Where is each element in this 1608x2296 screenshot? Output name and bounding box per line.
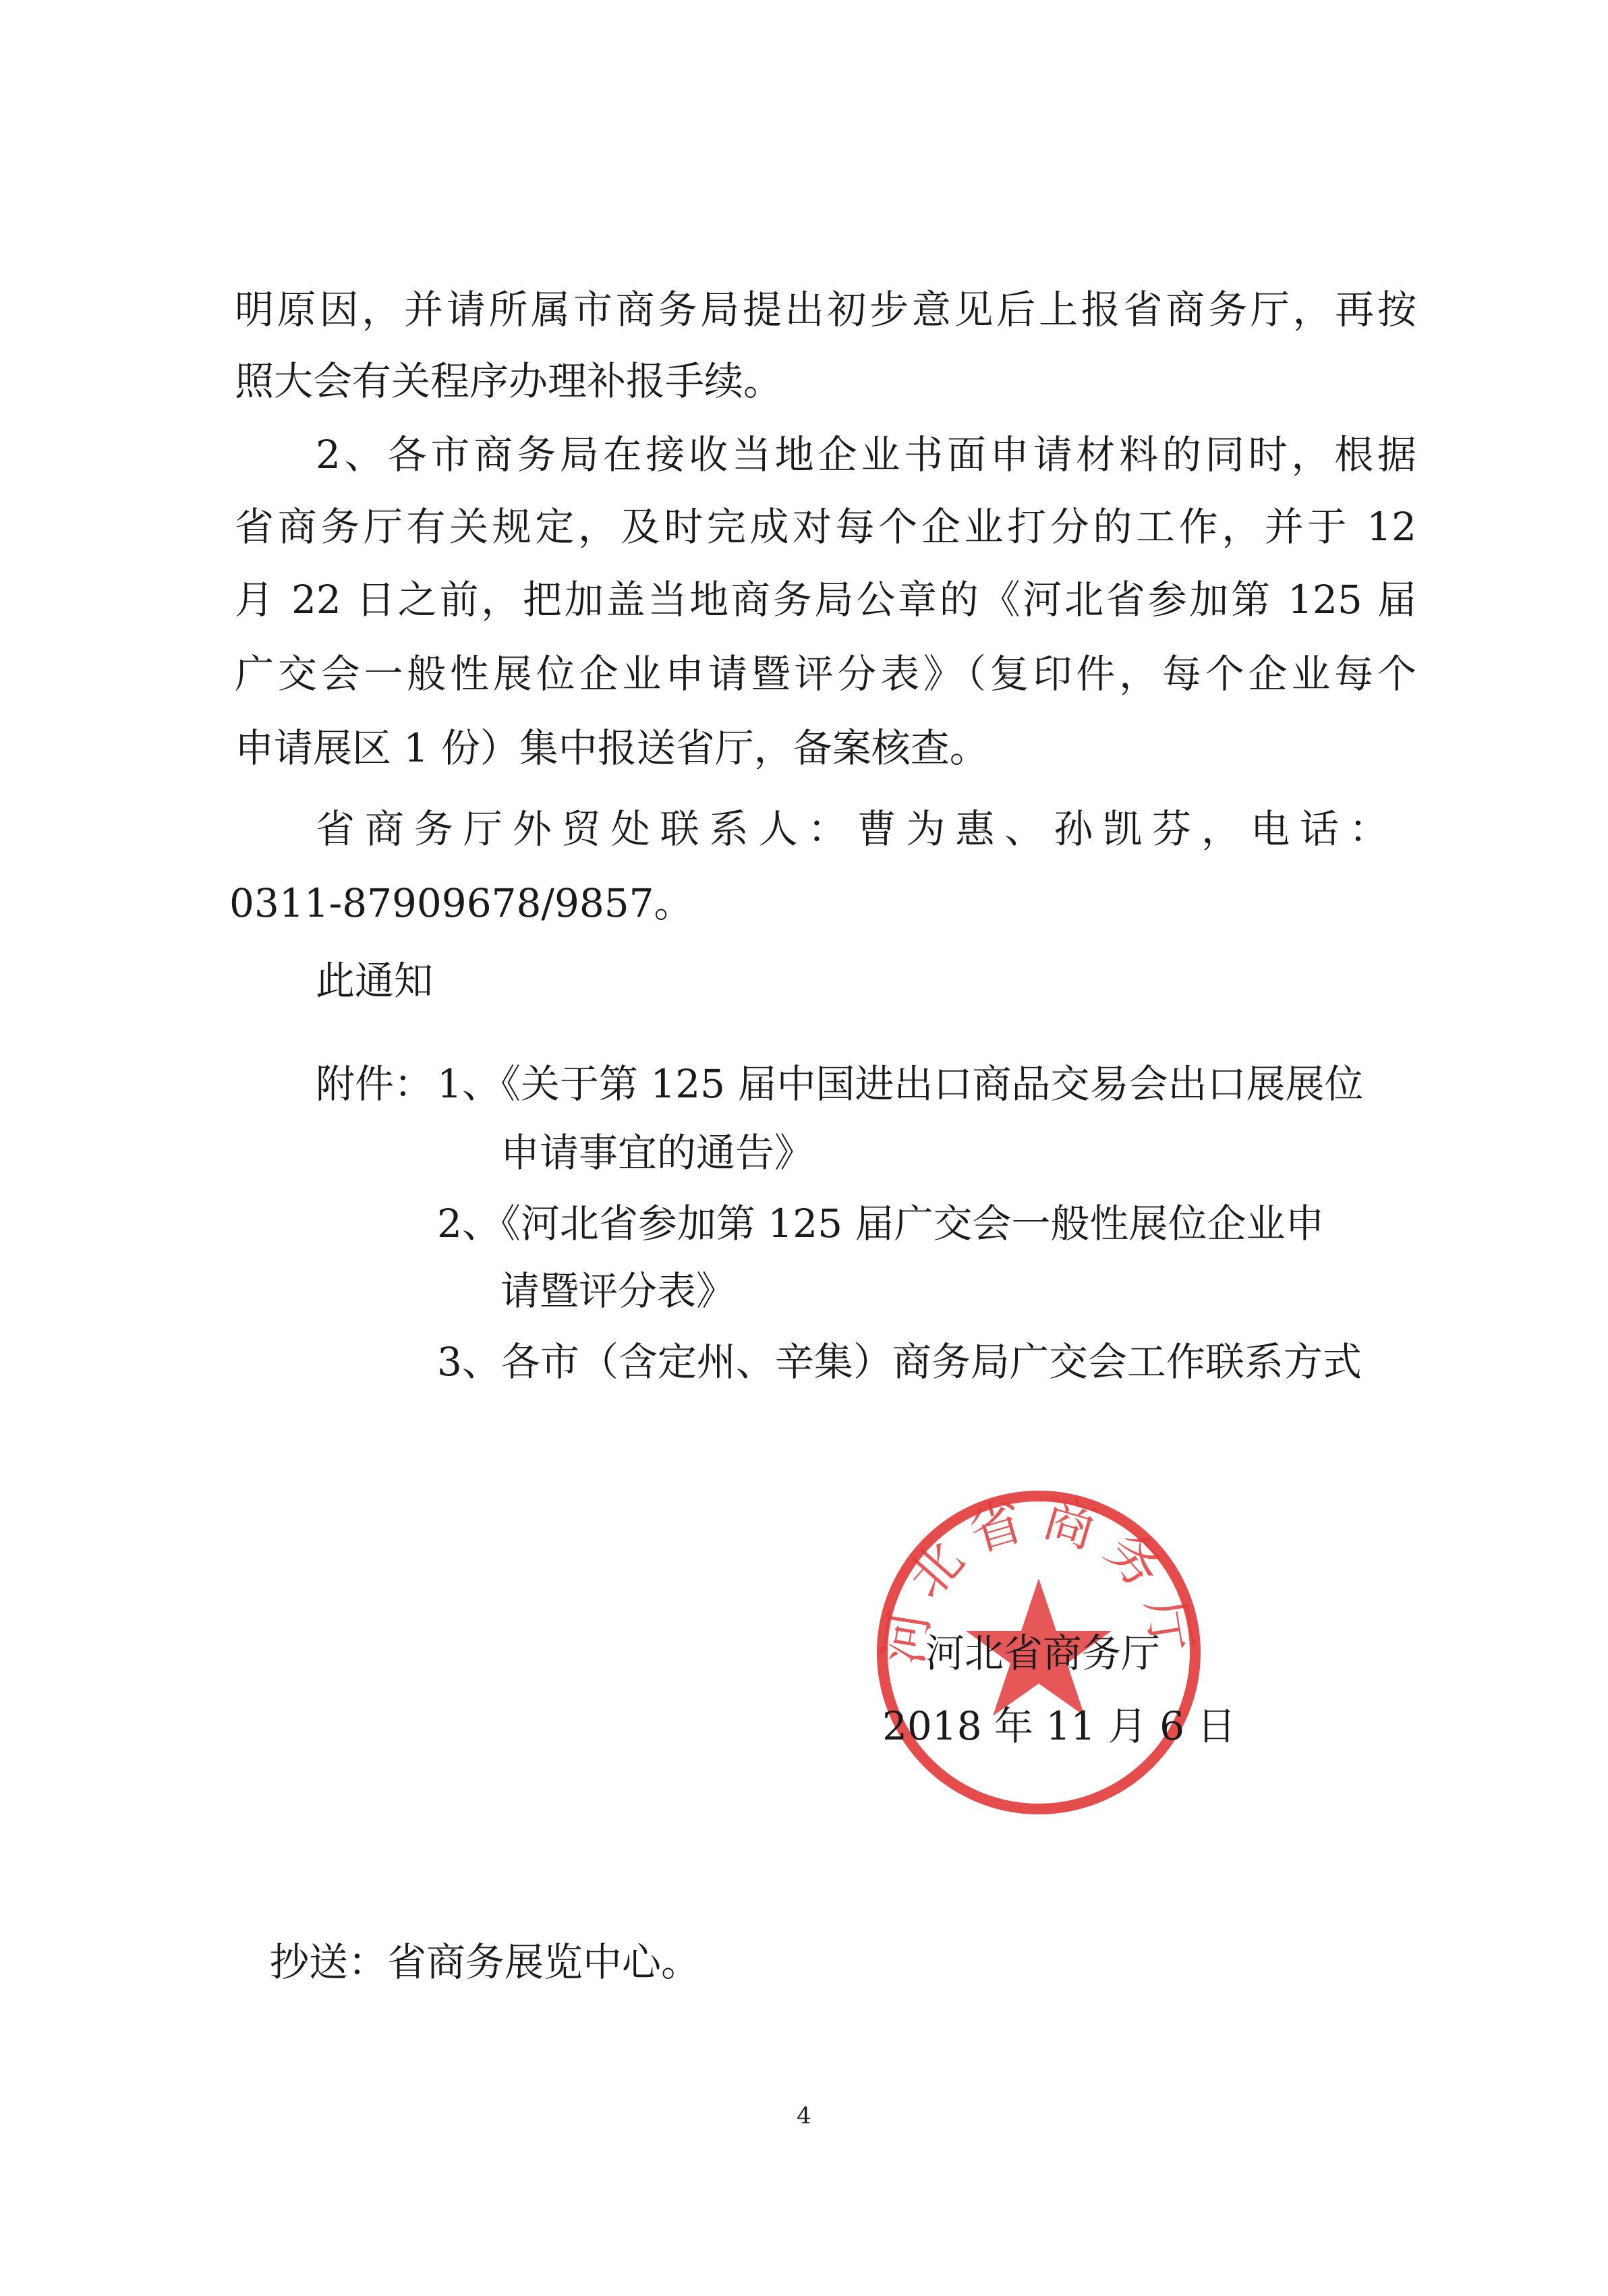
attachment-2-line-1: 2、《河北省参加第 125 届广交会一般性展位企业申 bbox=[437, 1201, 1325, 1246]
attachment-1-line-1: 1、《关于第 125 届中国进出口商品交易会出口展展位 bbox=[437, 1061, 1364, 1107]
body-line-4: 省商务厅有关规定，及时完成对每个企业打分的工作，并于 12 bbox=[235, 504, 1416, 550]
cc-line: 抄送：省商务展览中心。 bbox=[270, 1939, 701, 1985]
attachment-2-line-2: 请暨评分表》 bbox=[500, 1268, 736, 1314]
page-number: 4 bbox=[797, 2102, 811, 2129]
notice-closing: 此通知 bbox=[316, 958, 434, 1004]
body-line-7: 申请展区 1 份）集中报送省厅，备案核查。 bbox=[235, 725, 989, 771]
contact-phone: 0311-87909678/9857。 bbox=[229, 880, 693, 926]
seal-text: 河北省商务厅 bbox=[873, 1487, 1205, 1669]
issuer-name: 河北省商务厅 bbox=[925, 1630, 1161, 1676]
attachment-3-line-1: 3、各市（含定州、辛集）商务局广交会工作联系方式 bbox=[437, 1339, 1362, 1385]
attachments-label: 附件： bbox=[316, 1061, 434, 1107]
body-line-6: 广交会一般性展位企业申请暨评分表》（复印件，每个企业每个 bbox=[235, 651, 1416, 697]
body-line-1: 明原因，并请所属市商务局提出初步意见后上报省商务厅，再按 bbox=[235, 287, 1416, 333]
body-line-2: 照大会有关程序办理补报手续。 bbox=[235, 358, 783, 404]
issue-date: 2018 年 11 月 6 日 bbox=[882, 1703, 1236, 1749]
contact-line: 省商务厅外贸处联系人：曹为惠、孙凯芬，电话： bbox=[316, 806, 1388, 852]
body-line-5: 月 22 日之前，把加盖当地商务局公章的《河北省参加第 125 届 bbox=[235, 577, 1416, 623]
body-line-3: 2、各市商务局在接收当地企业书面申请材料的同时，根据 bbox=[316, 432, 1416, 478]
attachment-1-line-2: 申请事宜的通告》 bbox=[500, 1130, 814, 1176]
